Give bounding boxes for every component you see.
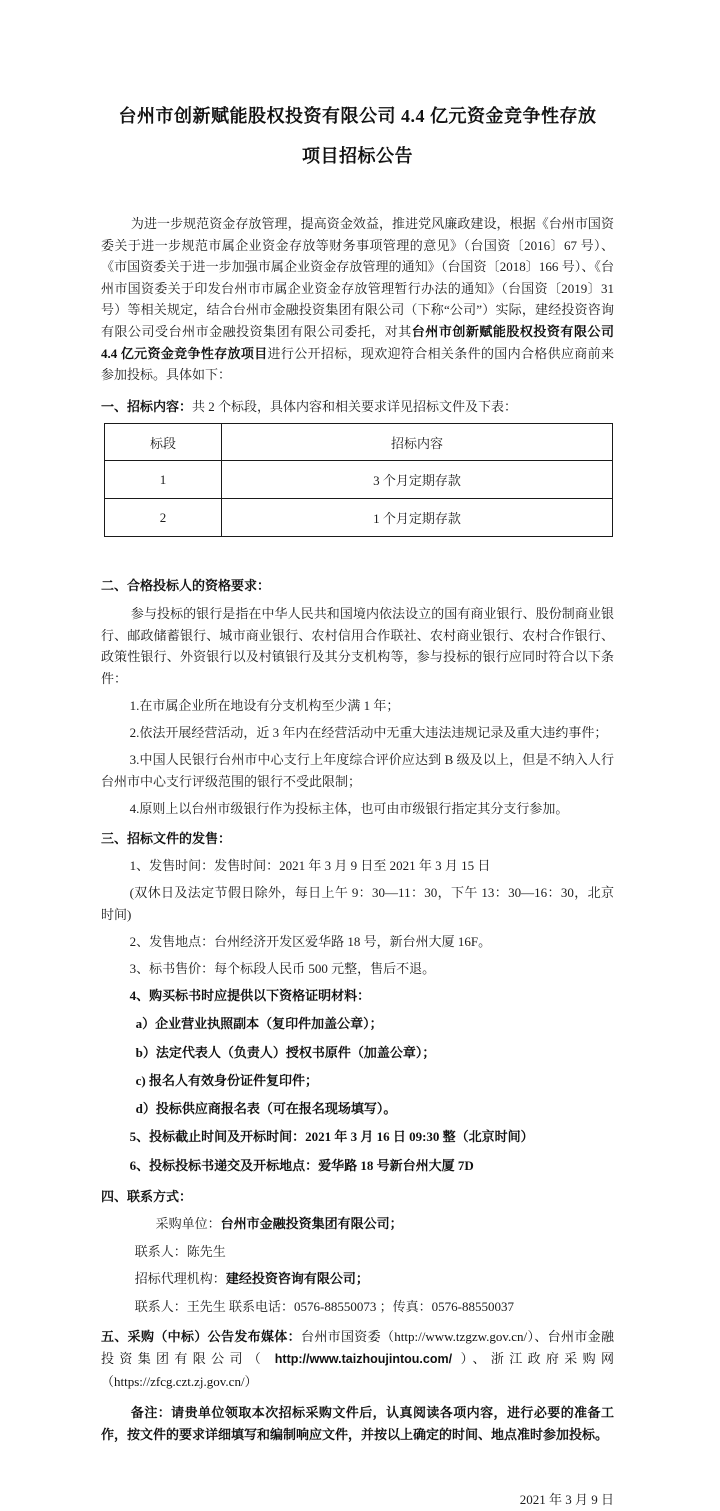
bid-sections-table [104, 423, 613, 537]
section3-item-3: 3、标书售价：每个标段人民币 500 元整，售后不退。 [129, 961, 436, 977]
section2-item-1: 1.在市属企业所在地设有分支机构至少满 1 年； [129, 697, 400, 713]
table-cell-content-2: 1 个月定期存款 [222, 499, 613, 537]
document-date: 2021 年 3 月 9 日 [519, 1492, 614, 1508]
table-row [105, 499, 613, 537]
intro-project-name: 台州市创新赋能股权投资有限公司 4.4 亿元资金竞争性存放项目 [101, 323, 614, 361]
section3-subitem-c: c) 报名人有效身份证件复印件； [135, 1072, 318, 1088]
remark-paragraph: 备注：请贵单位领取本次招标采购文件后，认真阅读各项内容，进行必要的准备工作，按文件的要求详细填写和编制响应文件，并按以上确定的时间、地点准时参加投标。 [101, 1405, 614, 1442]
contact-person-2: 联系人：王先生 联系电话：0576-88550073 ；传真：0576-88550037 [134, 1298, 514, 1314]
section4-heading: 四、联系方式： [101, 1188, 193, 1204]
section2-item-3: 3.中国人民银行台州市中心支行上年度综合评价应达到 B 级及以上，但是不纳入人行台州市中心支行评级范围的银行不受此限制； [101, 752, 614, 789]
section3-item-1-note: (双休日及法定节假日除外，每日上午 9：30—11：30，下午 13：30—16：30，北京时间) [101, 885, 614, 923]
agency-value: 建经投资咨询有限公司； [225, 1271, 369, 1287]
page-title [101, 96, 614, 176]
section2-item-2: 2.依法开展经营活动，近 3 年内在经营活动中无重大违法违规记录及重大违约事件； [129, 724, 608, 740]
page-title-line1: 台州市创新赋能股权投资有限公司 4.4 亿元资金竞争性存放 [118, 106, 597, 126]
page-title-line2: 项目招标公告 [302, 146, 413, 166]
intro-text-1: 为进一步规范资金存放管理，提高资金效益，推进党风廉政建设，根据《台州市国资委关于进一步规范市属企业资金存放等财务事项管理的意见》（台国资〔2016〕67 号）、《市国资委关于进一步加强市属企业资金存放管理的通知》（台国资〔2018〕166 号）、《台州市国资委关于印发台州市市属企业资金存放管理暂行办法的通知》（台国资〔2019〕31 号）等相关规定，结合台州市金融投资集团有限公司（下称“公司”）实际，建经投资咨询有限公司受台州市金融投资集团有限公司委托，对其 [101, 216, 614, 339]
table-row [105, 461, 613, 499]
section5-heading-label: 五、采购（中标）公告发布媒体： [101, 1329, 301, 1345]
table-header-section: 标段 [105, 424, 222, 461]
section2-paragraph: 参与投标的银行是指在中华人民共和国境内依法设立的国有商业银行、股份制商业银行、邮政储蓄银行、城市商业银行、农村信用合作联社、农村商业银行、农村合作银行、政策性银行、外资银行以及村镇银行及其分支机构等，参与投标的银行应同时符合以下条件： [101, 605, 614, 686]
section3-subitem-b: b）法定代表人（负责人）授权书原件（加盖公章）； [135, 1044, 436, 1060]
section2-item-4: 4.原则上以台州市级银行作为投标主体，也可由市级银行指定其分支行参加。 [129, 800, 569, 816]
table-header-content: 招标内容 [222, 424, 613, 461]
section5-media-1: 台州市国资委（http://www.tzgzw.gov.cn/）、台州市金融投资集团有限公司（ [101, 1329, 614, 1367]
section3-item-1: 1、发售时间：发售时间：2021 年 3 月 9 日至 2021 年 3 月 15 日 [129, 858, 491, 874]
table-cell-section-2: 2 [105, 499, 222, 537]
table-cell-section-1: 1 [105, 461, 222, 499]
intro-text-2: 进行公开招标，现欢迎符合相关条件的国内合格供应商前来参加投标。具体如下： [101, 345, 614, 383]
section3-item-6: 6、投标投标书递交及开标地点：爱华路 18 号新台州大厦 7D [129, 1157, 474, 1173]
intro-paragraph [101, 213, 614, 386]
purchaser-line [101, 1213, 614, 1235]
section3-item-5: 5、投标截止时间及开标时间：2021 年 3 月 16 日 09:30 整（北京时间） [129, 1129, 534, 1145]
section1-heading [101, 396, 614, 418]
contact-person-1: 联系人：陈先生 [134, 1243, 226, 1259]
section2-heading: 二、合格投标人的资格要求： [101, 578, 271, 594]
agency-line [101, 1268, 614, 1290]
purchaser-label: 采购单位： [155, 1216, 221, 1232]
section1-heading-label: 一、招标内容： [101, 398, 193, 414]
section3-item-2: 2、发售地点：台州经济开发区爱华路 18 号，新台州大厦 16F。 [129, 934, 492, 950]
agency-label: 招标代理机构： [134, 1271, 226, 1287]
section1-heading-rest: 共 2 个标段，具体内容和相关要求详见招标文件及下表： [192, 398, 518, 414]
section3-subitem-d: d）投标供应商报名表（可在报名现场填写）。 [135, 1100, 397, 1116]
section3-heading: 三、招标文件的发售： [101, 831, 232, 847]
section5-media-2: ）、浙江政府采购网（https://zfcg.czt.zj.gov.cn/） [101, 1351, 614, 1389]
section5-paragraph [101, 1326, 614, 1392]
purchaser-value: 台州市金融投资集团有限公司； [220, 1216, 403, 1232]
table-header-row [105, 424, 613, 461]
section5-media-url: http://www.taizhoujintou.com/ [274, 1352, 453, 1367]
section3-subitem-a: a）企业营业执照副本（复印件加盖公章）； [135, 1016, 383, 1032]
section3-item-4: 4、购买标书时应提供以下资格证明材料： [129, 988, 371, 1004]
table-cell-content-1: 3 个月定期存款 [222, 461, 613, 499]
